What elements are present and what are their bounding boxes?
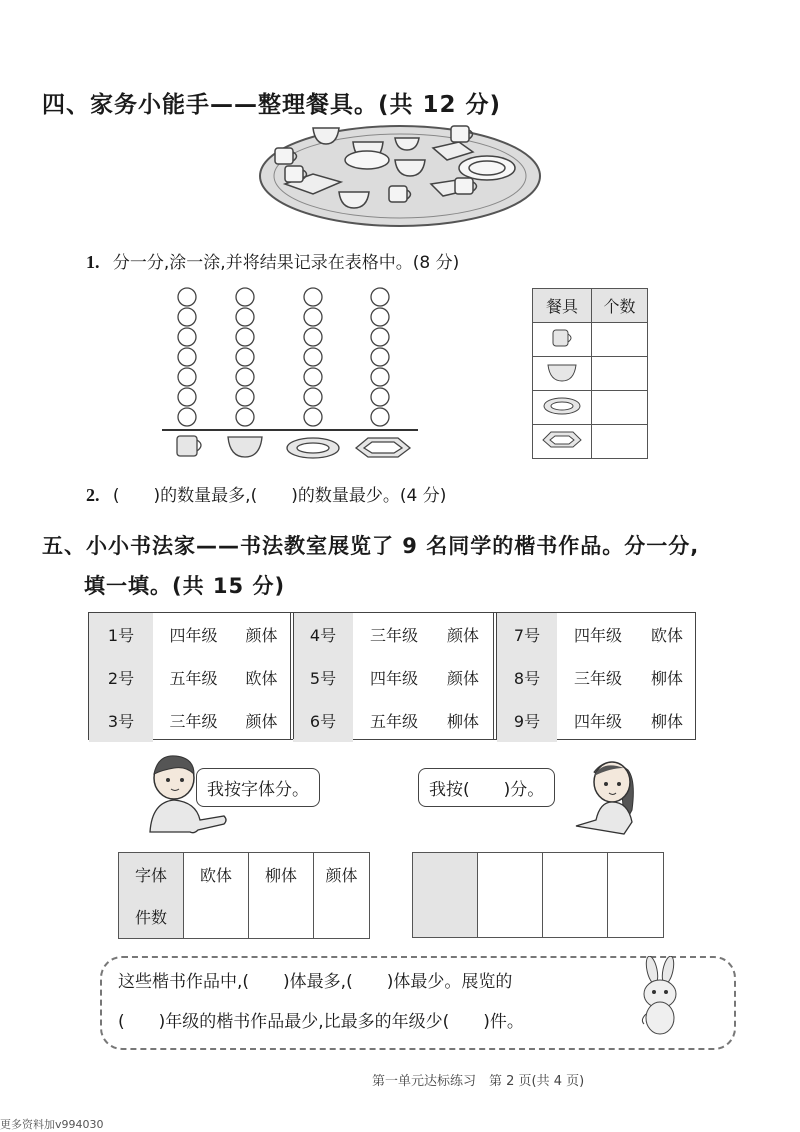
section4-title: 四、家务小能手——整理餐具。(共 12 分) bbox=[42, 92, 502, 118]
font-count-table bbox=[118, 852, 370, 939]
student-id: 4号 bbox=[293, 613, 353, 656]
grade-table-cell[interactable] bbox=[543, 853, 608, 938]
page-footer: 第一单元达标练习 第 2 页(共 4 页) bbox=[372, 1074, 585, 1089]
cup-icon bbox=[177, 436, 201, 456]
cup-column bbox=[178, 288, 196, 426]
student-group-1 bbox=[89, 613, 289, 742]
student-id: 5号 bbox=[293, 656, 353, 699]
student-grade: 三年级 bbox=[574, 669, 623, 688]
table-row bbox=[293, 699, 491, 742]
section5-title-line1: 五、小小书法家——书法教室展览了 9 名同学的楷书作品。分一分, bbox=[42, 534, 700, 558]
tally-cell-cup[interactable] bbox=[592, 323, 648, 357]
grade-table-cell[interactable] bbox=[478, 853, 543, 938]
student-id: 6号 bbox=[293, 699, 353, 742]
question-1-number: 1. bbox=[86, 252, 100, 272]
font-ou[interactable] bbox=[184, 853, 249, 939]
rabbit-icon bbox=[630, 956, 694, 1038]
student-style: 欧体 bbox=[245, 669, 278, 688]
font-yan-label: 颜体 bbox=[325, 866, 358, 885]
font-liu-label: 柳体 bbox=[264, 866, 297, 885]
table-row bbox=[497, 699, 695, 742]
student-id: 3号 bbox=[89, 699, 153, 742]
student-style: 颜体 bbox=[447, 669, 480, 688]
font-yan[interactable] bbox=[314, 853, 370, 939]
student-id: 7号 bbox=[497, 613, 557, 656]
student-style: 颜体 bbox=[447, 626, 480, 645]
plate-column bbox=[304, 288, 322, 426]
speech-bubble-girl: 我按( )分。 bbox=[418, 768, 555, 807]
question-1-text: 分一分,涂一涂,并将结果记录在表格中。(8 分) bbox=[112, 253, 460, 273]
question-1 bbox=[86, 248, 459, 273]
summary-line-1: 这些楷书作品中,( )体最多,( )体最少。展览的 bbox=[118, 972, 513, 992]
student-grade: 四年级 bbox=[370, 669, 419, 688]
student-grade: 四年级 bbox=[574, 626, 623, 645]
student-grade: 四年级 bbox=[169, 626, 218, 645]
student-id: 9号 bbox=[497, 699, 557, 742]
tray-icon bbox=[540, 428, 584, 452]
group-divider bbox=[493, 613, 497, 739]
student-grade: 五年级 bbox=[370, 712, 419, 731]
student-style: 颜体 bbox=[245, 712, 278, 731]
student-style: 柳体 bbox=[447, 712, 480, 731]
table-row bbox=[497, 656, 695, 699]
student-id: 2号 bbox=[89, 656, 153, 699]
question-2-text: ( )的数量最多,( )的数量最少。(4 分) bbox=[112, 486, 447, 506]
tally-cell-bowl[interactable] bbox=[592, 357, 648, 391]
tally-cell-plate[interactable] bbox=[592, 391, 648, 425]
student-id: 1号 bbox=[89, 613, 153, 656]
watermark: 更多资料加v994030 bbox=[0, 1118, 104, 1131]
section5-title-line2: 填一填。(共 15 分) bbox=[84, 574, 286, 598]
coloring-chart[interactable] bbox=[160, 285, 422, 463]
font-liu[interactable] bbox=[249, 853, 314, 939]
font-header-label: 字体 bbox=[119, 853, 184, 896]
cup-icon bbox=[547, 326, 577, 350]
grade-table-cell[interactable] bbox=[608, 853, 664, 938]
font-ou-label: 欧体 bbox=[199, 866, 232, 885]
table-row bbox=[497, 613, 695, 656]
count-label: 件数 bbox=[119, 896, 184, 939]
speech-bubble-boy: 我按字体分。 bbox=[196, 768, 320, 807]
group-divider bbox=[290, 613, 294, 739]
student-style: 柳体 bbox=[651, 669, 684, 688]
table-row bbox=[89, 699, 289, 742]
question-2 bbox=[86, 481, 446, 506]
tray-column bbox=[371, 288, 389, 426]
tally-table bbox=[532, 288, 648, 459]
question-2-number: 2. bbox=[86, 485, 100, 505]
summary-line-2: ( )年级的楷书作品最少,比最多的年级少( )件。 bbox=[118, 1012, 524, 1032]
student-grade: 三年级 bbox=[169, 712, 218, 731]
table-row bbox=[89, 613, 289, 656]
plate-icon bbox=[542, 394, 582, 418]
table-row bbox=[293, 613, 491, 656]
student-grade: 三年级 bbox=[370, 626, 419, 645]
grade-count-table[interactable] bbox=[412, 852, 664, 938]
student-works-table bbox=[88, 612, 696, 740]
tally-cell-tray[interactable] bbox=[592, 425, 648, 459]
tally-header-tableware: 餐具 bbox=[533, 289, 592, 323]
student-group-3 bbox=[497, 613, 695, 742]
table-row bbox=[89, 656, 289, 699]
student-style: 欧体 bbox=[651, 626, 684, 645]
girl-avatar bbox=[572, 756, 654, 836]
tableware-tray-illustration bbox=[255, 118, 545, 230]
student-id: 8号 bbox=[497, 656, 557, 699]
tally-header-count: 个数 bbox=[592, 289, 648, 323]
student-grade: 四年级 bbox=[574, 712, 623, 731]
student-grade: 五年级 bbox=[169, 669, 218, 688]
bowl-column bbox=[236, 288, 254, 426]
bowl-icon bbox=[545, 360, 579, 384]
student-style: 颜体 bbox=[245, 626, 278, 645]
bowl-icon bbox=[228, 437, 262, 457]
student-group-2 bbox=[293, 613, 491, 742]
tray-icon bbox=[356, 438, 410, 457]
grade-table-header[interactable] bbox=[413, 853, 478, 938]
student-style: 柳体 bbox=[651, 712, 684, 731]
plate-icon bbox=[287, 438, 339, 458]
table-row bbox=[293, 656, 491, 699]
